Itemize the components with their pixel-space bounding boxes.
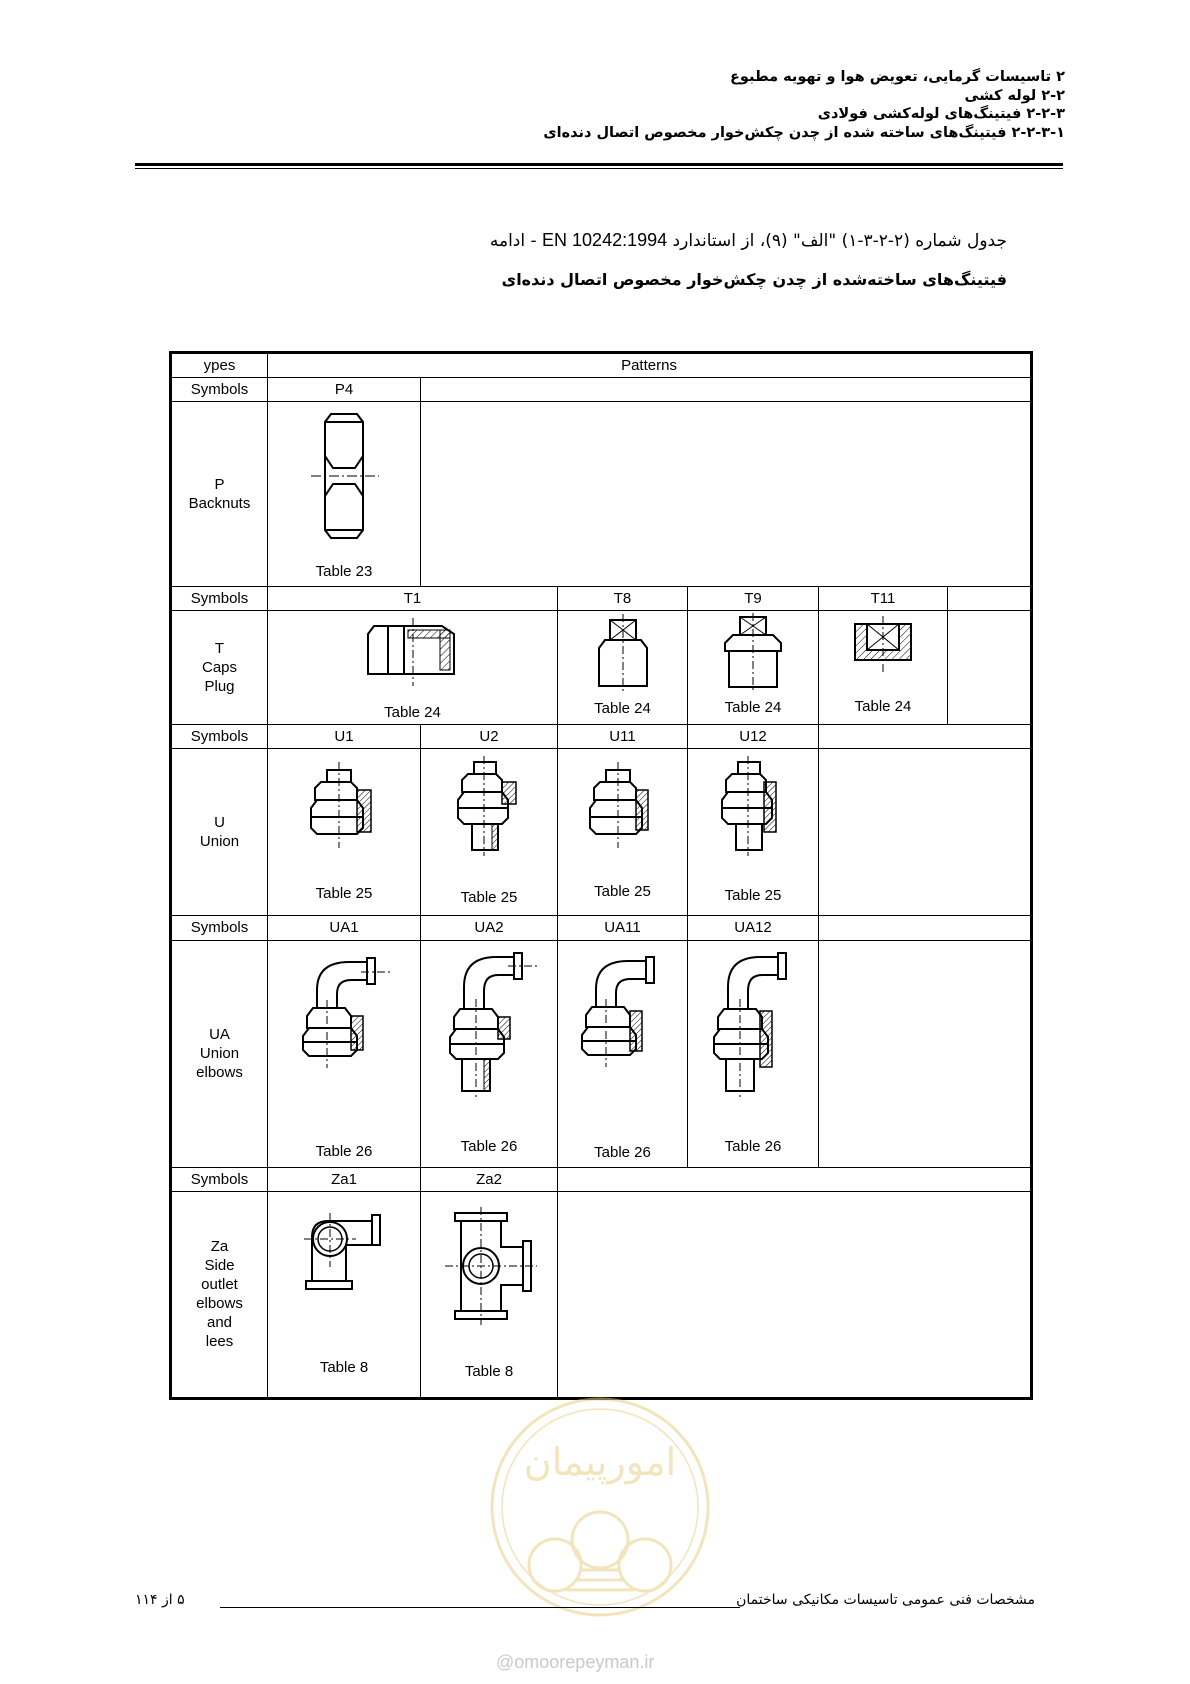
section-header xyxy=(543,68,1065,142)
empty-cell xyxy=(421,378,1032,402)
symbols-label: Symbols xyxy=(171,587,268,611)
table-head-row xyxy=(171,353,1032,378)
type-label-za: Za Side outlet elbows and lees xyxy=(171,1191,268,1398)
symbols-label: Symbols xyxy=(171,916,268,940)
watermark-seal xyxy=(485,1390,715,1625)
union-elbow-male-drawing xyxy=(698,947,808,1097)
union-elbow-drawing xyxy=(568,949,678,1069)
symbol-t9: T9 xyxy=(688,587,819,611)
table-ref-ua12: Table 26 xyxy=(724,1137,782,1155)
caption-text: جدول شماره (۲-۲-۳-۱) "الف" (۹)، از استاندارد xyxy=(672,231,1007,251)
backnut-drawing xyxy=(299,406,389,546)
empty-cell xyxy=(558,1167,1032,1191)
symbol-ua1: UA1 xyxy=(268,916,421,940)
seal-text: امورپیمان xyxy=(523,1440,677,1484)
empty-cell xyxy=(819,748,1032,916)
table-ref-t8: Table 24 xyxy=(594,699,651,717)
drawing-row-p xyxy=(171,402,1032,587)
symbol-u1: U1 xyxy=(268,724,421,748)
header-line-1: ۲ تاسیسات گرمایی، تعویض هوا و تهویه مطبوع xyxy=(730,69,1065,85)
page-number: ۵ از ۱۱۴ xyxy=(135,1592,185,1608)
pattern-cell-za2 xyxy=(421,1191,558,1398)
hollow-plug-drawing xyxy=(843,616,923,676)
pattern-cell-t8 xyxy=(558,611,688,724)
symbols-label: Symbols xyxy=(171,1167,268,1191)
pattern-cell-za1 xyxy=(268,1191,421,1398)
symbols-label: Symbols xyxy=(171,378,268,402)
pattern-cell-u11 xyxy=(558,748,688,916)
pattern-cell-ua11 xyxy=(558,940,688,1167)
symbol-za1: Za1 xyxy=(268,1167,421,1191)
pattern-cell-u1 xyxy=(268,748,421,916)
symbols-label: Symbols xyxy=(171,724,268,748)
symbol-ua12: UA12 xyxy=(688,916,819,940)
symbols-row-u xyxy=(171,724,1032,748)
pattern-cell-ua1 xyxy=(268,940,421,1167)
symbol-u11: U11 xyxy=(558,724,688,748)
union-drawing xyxy=(578,760,668,850)
pattern-cell-t9 xyxy=(688,611,819,724)
table-ref-za2: Table 8 xyxy=(464,1363,514,1380)
pattern-cell-t11 xyxy=(819,611,948,724)
side-outlet-elbow-drawing xyxy=(294,1211,394,1291)
fittings-table xyxy=(169,351,1030,1400)
empty-cell xyxy=(819,724,1032,748)
union-elbow-drawing xyxy=(289,950,399,1070)
footer-rule xyxy=(220,1607,740,1608)
table-caption xyxy=(490,230,1007,251)
table-ref-u2: Table 25 xyxy=(460,889,518,907)
pattern-cell-ua2 xyxy=(421,940,558,1167)
page-footer xyxy=(135,1592,1035,1616)
header-line-3: ۲-۲-۳ فیتینگ‌های لوله‌کشی فولادی xyxy=(817,106,1065,122)
union-elbow-male-drawing xyxy=(434,947,544,1097)
table-ref-t1: Table 24 xyxy=(384,703,441,721)
type-label-ua: UA Union elbows xyxy=(171,940,268,1167)
symbols-row-ua xyxy=(171,916,1032,940)
union-male-drawing xyxy=(444,756,534,856)
symbol-u2: U2 xyxy=(421,724,558,748)
footer-doc-title: مشخصات فنی عمومی تاسیسات مکانیکی ساختمان xyxy=(736,1592,1035,1608)
symbol-u12: U12 xyxy=(688,724,819,748)
symbols-row-za xyxy=(171,1167,1032,1191)
union-male-drawing xyxy=(708,756,798,856)
type-label-p: P Backnuts xyxy=(171,402,268,587)
pattern-cell-u2 xyxy=(421,748,558,916)
table-ref-u11: Table 25 xyxy=(594,883,651,901)
symbols-row-p xyxy=(171,378,1032,402)
watermark-site: @omoorepeyman.ir xyxy=(496,1652,655,1672)
table-ref-ua2: Table 26 xyxy=(460,1137,518,1155)
empty-cell xyxy=(819,916,1032,940)
table-ref-p4: Table 23 xyxy=(315,563,373,581)
pattern-cell-t1 xyxy=(268,611,558,724)
table-subtitle: فیتینگ‌های ساخته‌شده از چدن چکش‌خوار مخصوص اتصال دنده‌ای xyxy=(501,270,1007,289)
col-patterns-header: Patterns xyxy=(268,353,1032,378)
table-ref-ua1: Table 26 xyxy=(315,1142,373,1160)
union-drawing xyxy=(299,760,389,850)
symbols-row-t xyxy=(171,587,1032,611)
type-label-t: T Caps Plug xyxy=(171,611,268,724)
plug-drawing xyxy=(583,614,663,694)
header-line-4: ۲-۲-۳-۱ فیتینگ‌های ساخته شده از چدن چکش‌خوار مخصوص اتصال دنده‌ای xyxy=(543,124,1065,141)
table-ref-t11: Table 24 xyxy=(854,697,912,715)
pattern-cell-u12 xyxy=(688,748,819,916)
header-rule-thin xyxy=(135,168,1063,169)
symbol-t1: T1 xyxy=(268,587,558,611)
table-ref-za1: Table 8 xyxy=(319,1359,369,1376)
table-ref-u1: Table 25 xyxy=(315,885,373,903)
cap-drawing xyxy=(358,618,468,688)
empty-cell xyxy=(819,940,1032,1167)
symbol-t8: T8 xyxy=(558,587,688,611)
symbol-t11: T11 xyxy=(819,587,948,611)
drawing-row-ua xyxy=(171,940,1032,1167)
plug-collar-drawing xyxy=(713,613,793,693)
empty-cell xyxy=(558,1191,1032,1398)
header-line-2: ۲-۲ لوله کشی xyxy=(964,87,1065,104)
empty-cell xyxy=(948,587,1032,611)
table-ref-ua11: Table 26 xyxy=(594,1143,651,1161)
drawing-row-za xyxy=(171,1191,1032,1398)
header-rule-thick xyxy=(135,163,1063,166)
symbol-p4: P4 xyxy=(268,378,421,402)
symbol-ua11: UA11 xyxy=(558,916,688,940)
caption-standard: EN 10242:1994 xyxy=(542,230,668,250)
empty-cell xyxy=(421,402,1032,587)
symbol-ua2: UA2 xyxy=(421,916,558,940)
drawing-row-u xyxy=(171,748,1032,916)
type-label-u: U Union xyxy=(171,748,268,916)
symbol-za2: Za2 xyxy=(421,1167,558,1191)
drawing-row-t xyxy=(171,611,1032,724)
table-ref-u12: Table 25 xyxy=(724,887,782,905)
side-outlet-tee-drawing xyxy=(439,1207,539,1327)
empty-cell xyxy=(948,611,1032,724)
pattern-cell-ua12 xyxy=(688,940,819,1167)
pattern-cell-p4 xyxy=(268,402,421,587)
table-ref-t9: Table 24 xyxy=(724,698,782,716)
caption-suffix: - ادامه xyxy=(489,231,537,251)
col-types-header: ypes xyxy=(171,353,268,378)
